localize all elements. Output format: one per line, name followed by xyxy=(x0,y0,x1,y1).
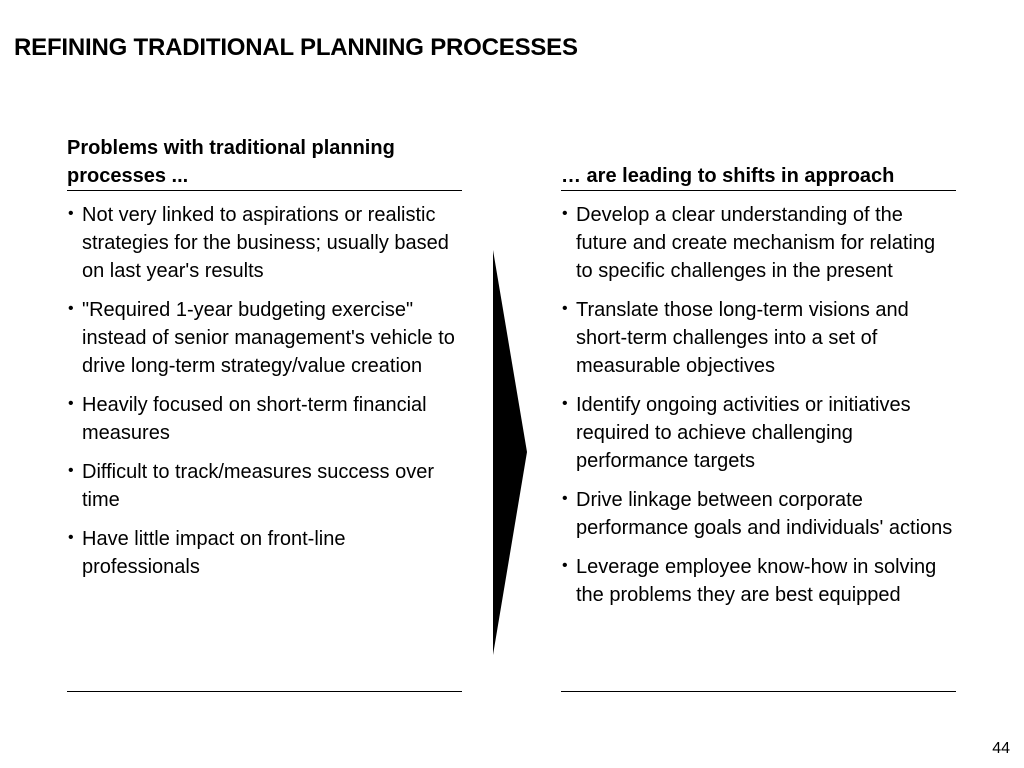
bullet-icon: • xyxy=(562,205,568,222)
arrow-shape xyxy=(493,250,527,655)
problem-item-text: Difficult to track/measures success over time xyxy=(82,461,434,511)
problem-item xyxy=(67,201,462,285)
shift-item xyxy=(561,486,956,542)
shift-item-text: Translate those long-term visions and short-term challenges into a set of measurable objectives xyxy=(576,299,909,377)
problem-item xyxy=(67,391,462,447)
bullet-icon: • xyxy=(68,529,74,546)
shift-item-text: Leverage employee know-how in solving the problems they are best equipped xyxy=(576,556,937,606)
problem-item xyxy=(67,525,462,581)
problem-item-text: Have little impact on front-line professionals xyxy=(82,528,346,578)
problem-item xyxy=(67,296,462,380)
shift-item xyxy=(561,391,956,475)
bullet-icon: • xyxy=(68,462,74,479)
problems-list xyxy=(67,191,462,691)
shifts-column xyxy=(561,126,956,692)
problems-heading: Problems with traditional planning processes ... xyxy=(67,137,395,187)
bullet-icon: • xyxy=(68,205,74,222)
bullet-icon: • xyxy=(68,300,74,317)
shift-item-text: Drive linkage between corporate performance goals and individuals' actions xyxy=(576,489,953,539)
bullet-icon: • xyxy=(68,395,74,412)
problem-item-text: Heavily focused on short-term financial measures xyxy=(82,394,427,444)
problem-item-text: Not very linked to aspirations or realistic strategies for the business; usually based on last year's results xyxy=(82,204,449,282)
bullet-icon: • xyxy=(562,490,568,507)
shift-item xyxy=(561,296,956,380)
problem-item xyxy=(67,458,462,514)
shift-item xyxy=(561,553,956,609)
problems-bottom-divider xyxy=(67,691,462,692)
problem-item-text: "Required 1-year budgeting exercise" instead of senior management's vehicle to drive long-term strategy/value creation xyxy=(82,299,455,377)
slide-title: REFINING TRADITIONAL PLANNING PROCESSES xyxy=(14,34,578,61)
shifts-heading-box xyxy=(561,126,956,190)
page-number: 44 xyxy=(992,740,1010,757)
chevron-right-arrow-icon xyxy=(493,250,527,655)
shift-item-text: Identify ongoing activities or initiatives required to achieve challenging performance targets xyxy=(576,394,911,472)
shifts-heading: … are leading to shifts in approach xyxy=(561,165,895,187)
bullet-icon: • xyxy=(562,300,568,317)
problems-column xyxy=(67,126,462,692)
problems-heading-box xyxy=(67,126,462,190)
shifts-bottom-divider xyxy=(561,691,956,692)
shift-item-text: Develop a clear understanding of the future and create mechanism for relating to specific challenges in the present xyxy=(576,204,936,282)
bullet-icon: • xyxy=(562,395,568,412)
shifts-list xyxy=(561,191,956,691)
shift-item xyxy=(561,201,956,285)
bullet-icon: • xyxy=(562,557,568,574)
